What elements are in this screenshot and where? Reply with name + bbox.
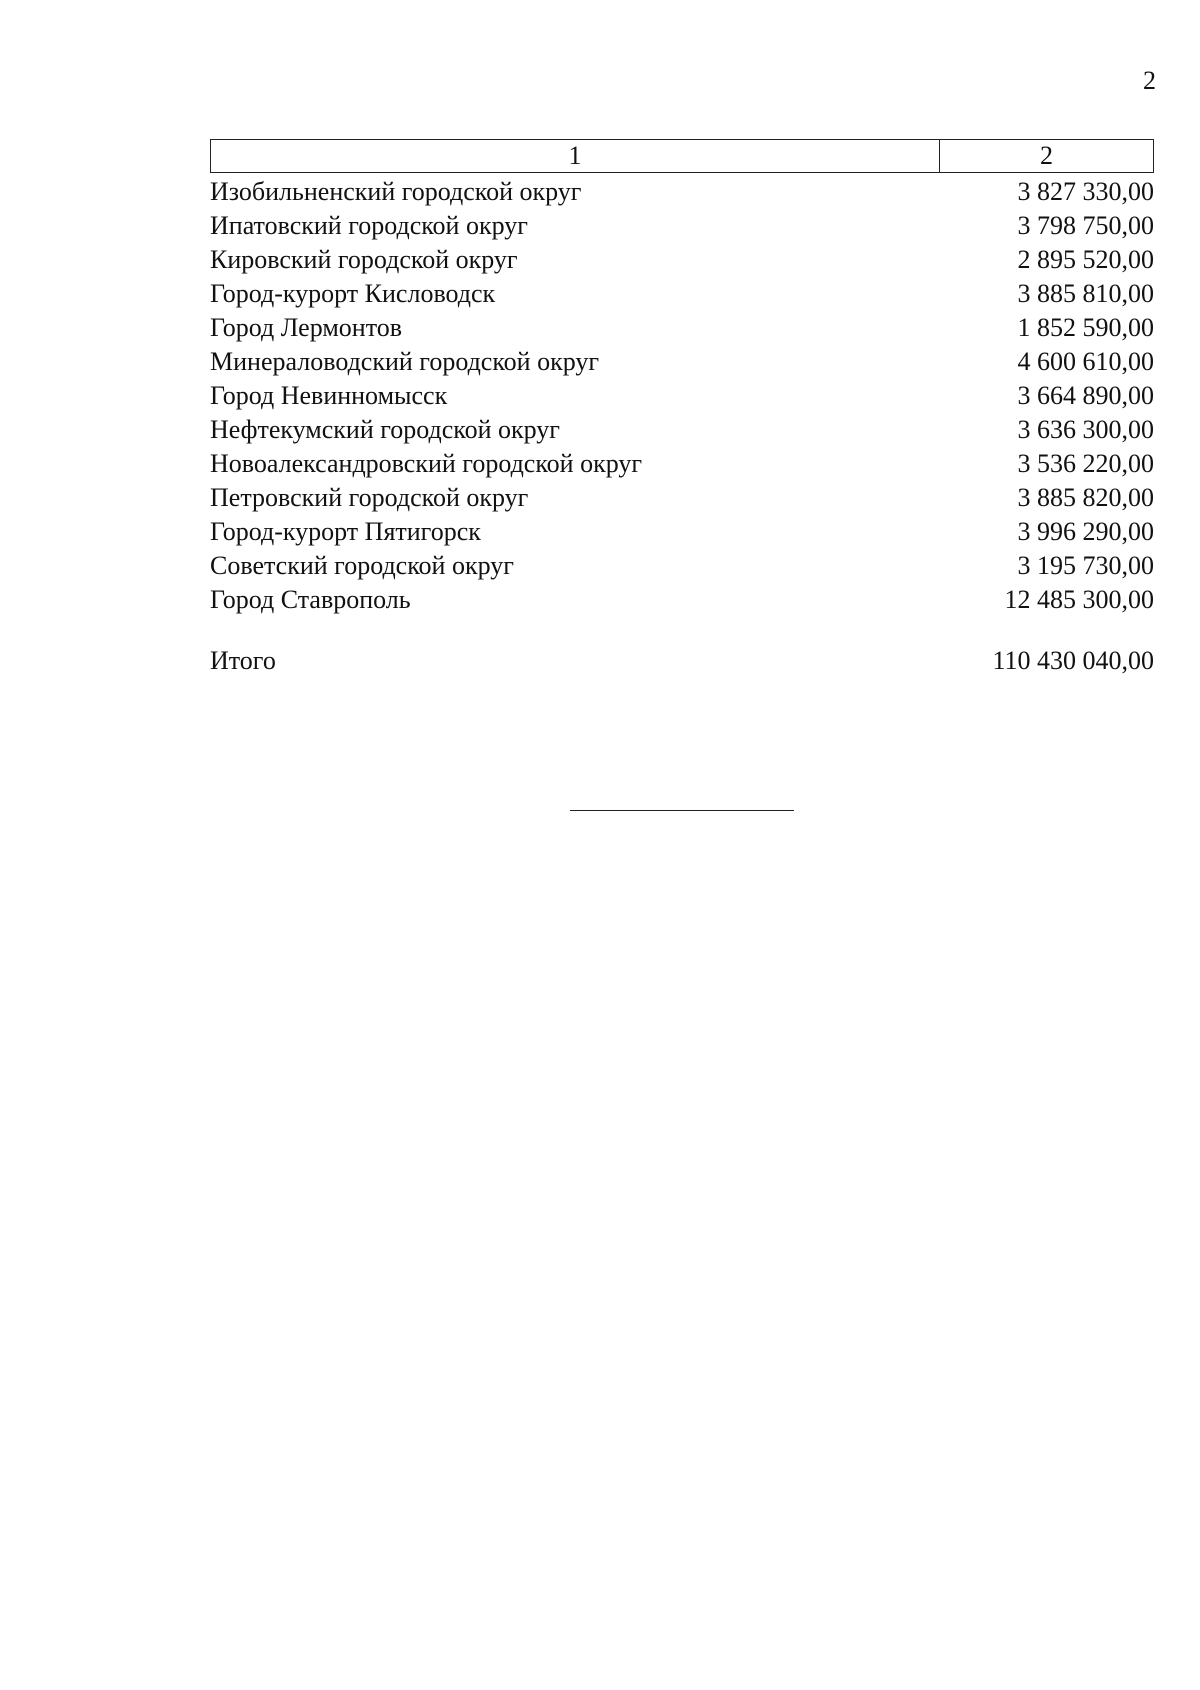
amount-value: 3 798 750,00: [1017, 211, 1154, 240]
table-row: [210, 345, 1154, 379]
table-row: [210, 447, 1154, 481]
table-body: [210, 175, 1154, 617]
table-row: [210, 583, 1154, 617]
amount-value: 3 636 300,00: [1017, 415, 1154, 444]
municipality-name: Нефтекумский городской округ: [210, 415, 560, 444]
table-header-col-2: 2: [1040, 141, 1053, 170]
municipality-name: Минераловодский городской округ: [210, 347, 600, 376]
total-label: Итого: [210, 646, 276, 675]
municipality-name: Город Лермонтов: [210, 313, 402, 342]
municipality-name: Город-курорт Пятигорск: [210, 517, 481, 546]
municipality-name: Советский городской округ: [210, 551, 514, 580]
table-header-col-1: 1: [211, 140, 940, 172]
amount-value: 3 664 890,00: [1017, 381, 1154, 410]
table-row: [210, 311, 1154, 345]
municipality-name: Кировский городской округ: [210, 245, 518, 274]
municipality-name: Город Невинномысск: [210, 381, 448, 410]
amount-value: 12 485 300,00: [1004, 585, 1154, 614]
amount-value: 3 996 290,00: [1017, 517, 1154, 546]
table-row: [210, 413, 1154, 447]
table-header-row: [210, 139, 1154, 173]
table-row: [210, 209, 1154, 243]
table-row: [210, 549, 1154, 583]
table-row: [210, 481, 1154, 515]
total-row: [210, 644, 1154, 678]
municipality-name: Город-курорт Кисловодск: [210, 279, 496, 308]
page-number: 2: [1143, 66, 1156, 95]
municipality-name: Город Ставрополь: [210, 585, 411, 614]
amount-value: 3 885 810,00: [1017, 279, 1154, 308]
table-row: [210, 277, 1154, 311]
municipality-name: Петровский городской округ: [210, 483, 529, 512]
amount-value: 3 195 730,00: [1017, 551, 1154, 580]
amount-value: 3 885 820,00: [1017, 483, 1154, 512]
amount-value: 2 895 520,00: [1017, 245, 1154, 274]
total-value: 110 430 040,00: [992, 646, 1154, 675]
municipality-name: Изобильненский городской округ: [210, 177, 582, 206]
table-row: [210, 515, 1154, 549]
amount-value: 1 852 590,00: [1017, 313, 1154, 342]
table-row: [210, 243, 1154, 277]
municipality-name: Ипатовский городской округ: [210, 211, 528, 240]
table-row: [210, 379, 1154, 413]
amount-value: 3 827 330,00: [1017, 177, 1154, 206]
table-row: [210, 175, 1154, 209]
amount-value: 4 600 610,00: [1017, 347, 1154, 376]
municipality-name: Новоалександровский городской округ: [210, 449, 643, 478]
closing-separator-line: [570, 810, 794, 811]
allocation-table: [210, 139, 1154, 617]
amount-value: 3 536 220,00: [1017, 449, 1154, 478]
